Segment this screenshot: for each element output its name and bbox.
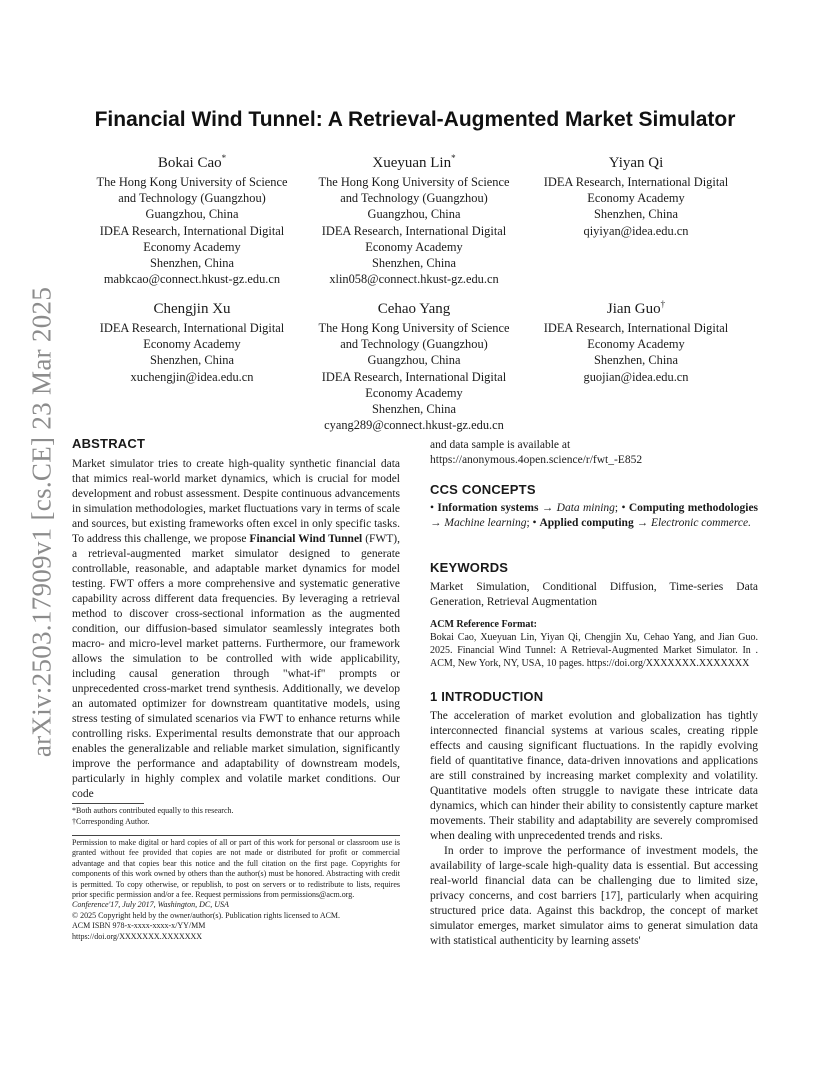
author-location: Shenzhen, China xyxy=(594,207,678,222)
author-email: cyang289@connect.hkust-gz.edu.cn xyxy=(324,418,504,433)
abstract-paragraph: Market simulator tries to create high-quality synthetic financial data that mimics real-world market dynamics, which is crucial for model development and robust assessment. Despite continuous advancements in simulation methodologies, market fluctuations vary in terms of scale and sources, but existing frameworks often excel in only specific tasks. To address this challenge, we propose Financial Wind Tunnel (FWT), a retrieval-augmented market simulator designed to generate controllable, reasonable, and adaptable market dynamics for model testing. FWT offers a more comprehensive and systematic generative capability across different data frequencies. By leveraging a retrieval method to discover cross-sectional information as the augmented condition, our diffusion-based simulator seamlessly integrates both macro- and micro-level market patterns. Furthermore, our framework allows the simulation to be controlled with wide applicability, including causal generation through "what-if" prompts or unprecedented cross-market trend synthesis. Additionally, we develop an automated optimizer for downstream quantitative models, using stress testing of simulated scenarios via FWT to enhance returns while controlling risks. Experimental results demonstrate that our approach enables the generalizable and reliable market simulation, significantly improve the performance and adaptability of downstream models, particularly in highly complex and volatile market conditions. Our code xyxy=(72,458,401,800)
author-name: Bokai Cao* xyxy=(157,153,227,171)
footnote-corresponding: †Corresponding Author. xyxy=(72,817,150,826)
author-name: Yiyan Qi xyxy=(608,155,664,171)
author-affiliation: IDEA Research, International Digital xyxy=(99,223,285,238)
ccs-heading: CCS CONCEPTS xyxy=(430,482,536,497)
keywords-heading: KEYWORDS xyxy=(430,560,509,575)
author-affiliation: The Hong Kong University of Science xyxy=(318,175,510,189)
author-block xyxy=(522,294,750,385)
author-name: Xueyuan Lin* xyxy=(372,153,456,171)
author-affiliation: and Technology (Guangzhou) xyxy=(340,191,488,206)
author-location: Guangzhou, China xyxy=(367,207,461,222)
author-block xyxy=(522,148,750,239)
acm-reference xyxy=(430,618,758,670)
author-location: Guangzhou, China xyxy=(145,207,239,222)
permission-block xyxy=(72,838,400,942)
author-affiliation: Economy Academy xyxy=(587,191,685,206)
doi-line: https://doi.org/XXXXXXX.XXXXXXX xyxy=(72,931,203,941)
author-email: xlin058@connect.hkust-gz.edu.cn xyxy=(329,272,499,287)
author-affiliation: Economy Academy xyxy=(143,337,241,352)
author-affiliation: IDEA Research, International Digital xyxy=(99,321,285,335)
isbn-line: ACM ISBN 978-x-xxxx-xxxx-x/YY/MM xyxy=(72,921,206,931)
paper-title: Financial Wind Tunnel: A Retrieval-Augmented Market Simulator xyxy=(94,108,736,131)
arxiv-stamp-text: arXiv:2503.17909v1 [cs.CE] 23 Mar 2025 xyxy=(26,286,57,758)
permission-text: Permission to make digital or hard copies of all or part of this work for personal or classroom use is granted without fee provided that copies are not made or distributed for profit or commercial advantage and that copies bear this notice and the full citation on the first page. Copyrights for components of this work owned by others than the author(s) must be honored. Abstracting with credit is permitted. To copy otherwise, or republish, to post on servers or to redistribute to lists, requires prior specific permission and/or a fee. Request permissions from permissions@acm.org. xyxy=(72,838,400,900)
author-email: guojian@idea.edu.cn xyxy=(583,369,689,384)
author-block xyxy=(78,148,306,287)
introduction-heading: 1 INTRODUCTION xyxy=(430,689,544,704)
footnote-equal: *Both authors contributed equally to this research. xyxy=(72,806,234,815)
author-email: xuchengjin@idea.edu.cn xyxy=(130,369,254,384)
author-affiliation: IDEA Research, International Digital xyxy=(543,175,729,189)
author-block xyxy=(78,294,306,385)
author-block xyxy=(300,294,528,433)
author-affiliation: IDEA Research, International Digital xyxy=(321,223,507,238)
author-location: Shenzhen, China xyxy=(372,402,456,417)
author-affiliation: IDEA Research, International Digital xyxy=(321,369,507,384)
author-name: Cehao Yang xyxy=(377,301,451,317)
author-email: qiyiyan@idea.edu.cn xyxy=(583,223,689,238)
conference-info: Conference'17, July 2017, Washington, DC, USA xyxy=(72,900,229,910)
author-location: Shenzhen, China xyxy=(594,353,678,368)
intro-paragraph: The acceleration of market evolution and globalization has tightly interconnected financial systems at various scales, creating ripple effects and causing significant fluctuations. In the rapidly evolving field of quantitative finance, data-driven innovations and applications are still constrained by increasing market complexity and volatility. Quantitative models often struggle to navigate these intricate data dynamics, which can hinder their ability to consistently capture market movements. Their stability and adaptability are severely compromised when dealing with unprecedented trends and risks. xyxy=(430,710,758,842)
author-affiliation: Economy Academy xyxy=(587,337,685,352)
author-location: Shenzhen, China xyxy=(150,353,234,368)
intro-paragraph: In order to improve the performance of investment models, the availability of large-scale high-quality data is essential. But accessing real-world financial data can be challenging due to limited size, privacy concerns, and cost barriers [17], particularly when acquiring structured price data. Against this backdrop, the concept of market simulator emerges, market simulator aims to generat simulation data with statistical authenticity by learning assets' xyxy=(430,845,758,947)
author-affiliation: IDEA Research, International Digital xyxy=(543,321,729,335)
author-location: Shenzhen, China xyxy=(372,256,456,271)
arxiv-stamp xyxy=(20,286,64,758)
abstract-heading: ABSTRACT xyxy=(72,436,146,451)
author-name: Chengjin Xu xyxy=(153,301,231,317)
permission-rule xyxy=(72,835,400,836)
author-location: Guangzhou, China xyxy=(367,353,461,368)
author-affiliation: The Hong Kong University of Science xyxy=(318,321,510,335)
author-affiliation: The Hong Kong University of Science xyxy=(96,175,288,189)
keywords-body: Market Simulation, Conditional Diffusion, Time-series Data Generation, Retrieval Augmentation xyxy=(430,581,758,608)
author-name: Jian Guo† xyxy=(606,299,666,317)
footnote-rule xyxy=(72,803,144,804)
abstract-continued: and data sample is available at https://anonymous.4open.science/r/fwt_-E852 xyxy=(430,439,643,466)
author-affiliation: and Technology (Guangzhou) xyxy=(118,191,266,206)
author-block xyxy=(300,148,528,287)
introduction-body xyxy=(430,709,758,949)
author-affiliation: Economy Academy xyxy=(365,239,463,254)
author-location: Shenzhen, China xyxy=(150,256,234,271)
abstract-body xyxy=(72,457,400,802)
acm-reference-text: Bokai Cao, Xueyuan Lin, Yiyan Qi, Chengjin Xu, Cehao Yang, and Jian Guo. 2025. Financial Wind Tunnel: A Retrieval-Augmented Market Simulator. In . ACM, New York, NY, USA, 10 pages. https://doi.org/XXXXXXX.XXXXXXX xyxy=(430,632,758,669)
author-email: mabkcao@connect.hkust-gz.edu.cn xyxy=(103,272,281,287)
ccs-body: • Information systems → Data mining; • Computing methodologies → Machine learning; • Applied computing → Electronic commerce. xyxy=(430,502,759,529)
copyright-line: © 2025 Copyright held by the owner/author(s). Publication rights licensed to ACM. xyxy=(72,910,341,920)
acm-reference-heading: ACM Reference Format: xyxy=(430,619,537,630)
author-affiliation: Economy Academy xyxy=(143,239,241,254)
author-affiliation: and Technology (Guangzhou) xyxy=(340,337,488,352)
author-affiliation: Economy Academy xyxy=(365,385,463,400)
